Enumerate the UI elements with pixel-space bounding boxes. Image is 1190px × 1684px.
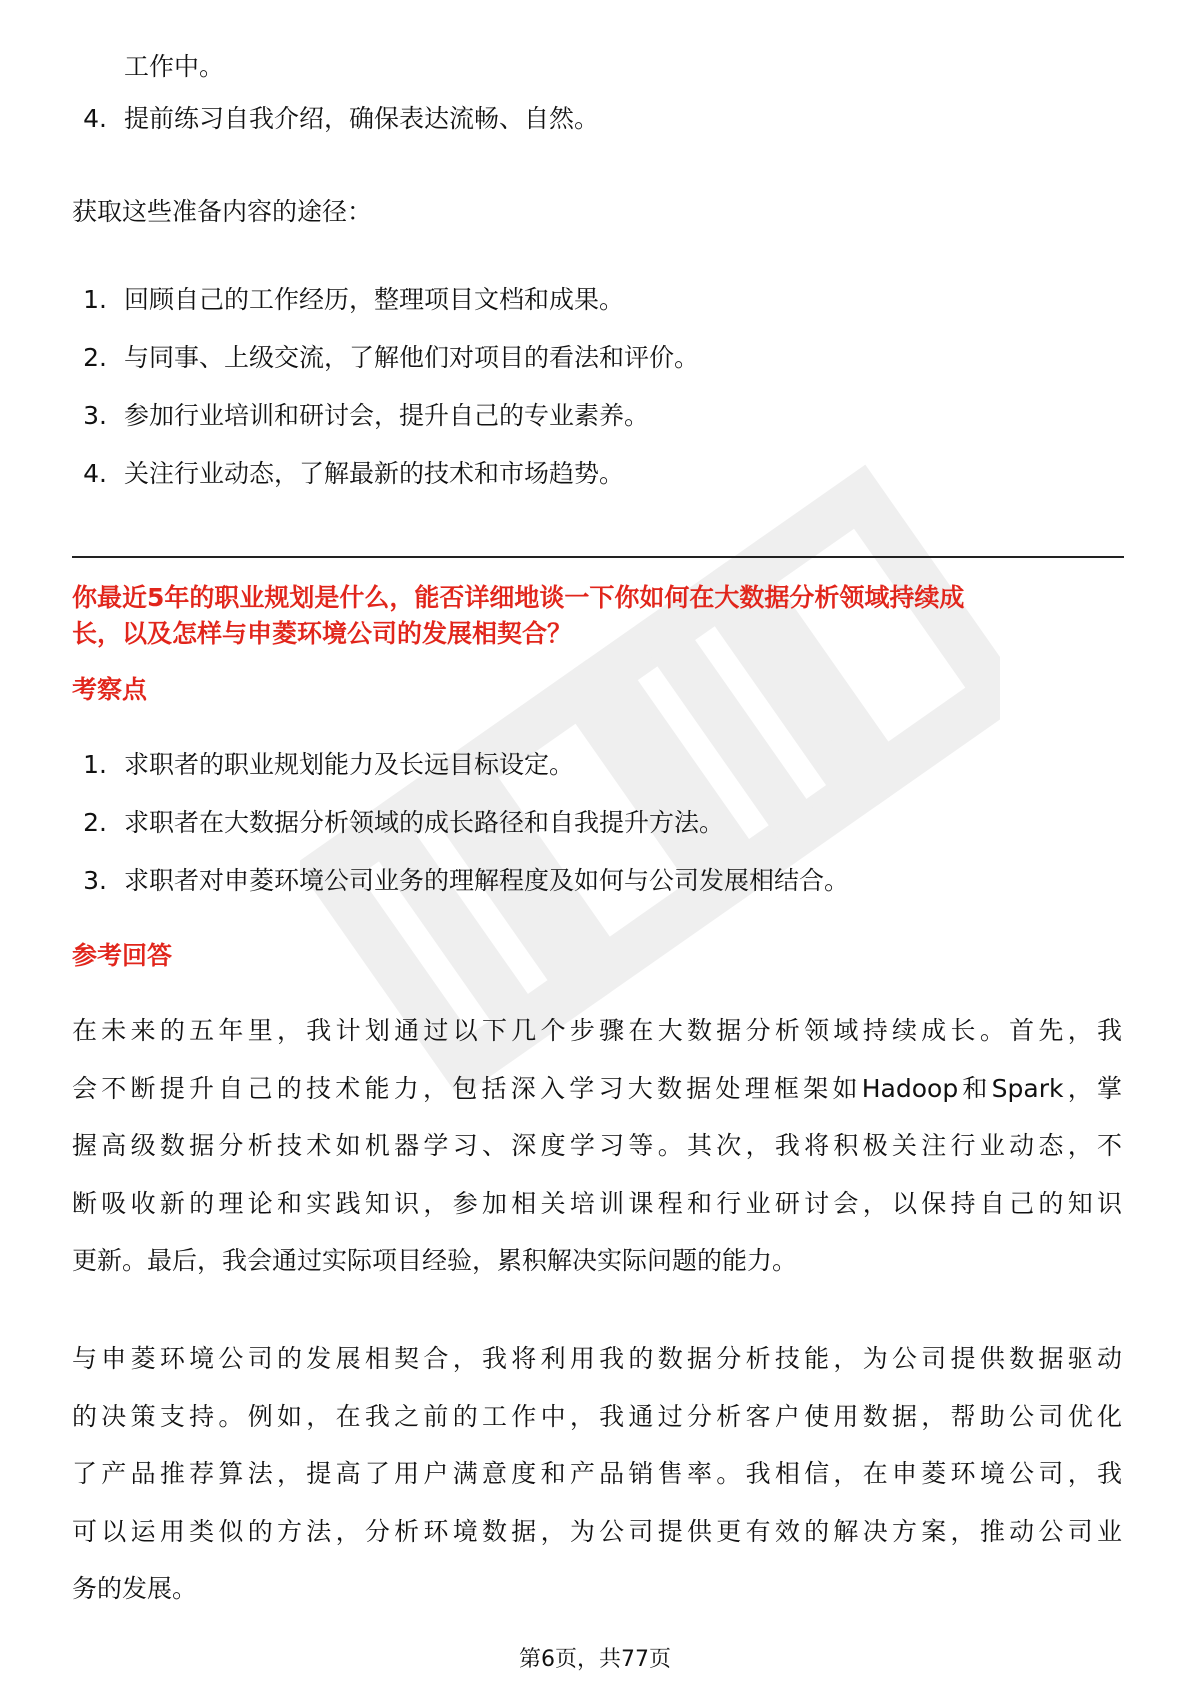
list-item-number: 1. — [83, 750, 107, 779]
previous-list — [72, 38, 1118, 148]
answer-paragraph — [72, 1330, 1122, 1618]
list-item-text: 与同事、上级交流，了解他们对项目的看法和评价。 — [124, 343, 700, 372]
sources-heading: 获取这些准备内容的途径： — [72, 197, 373, 226]
paragraph-line: 在未来的五年里，我计划通过以下几个步骤在大数据分析领域持续成长。首先，我 — [72, 1016, 1122, 1045]
paragraph-line: 会不断提升自己的技术能力，包括深入学习大数据处理框架如Hadoop和Spark，掌 — [72, 1073, 1122, 1103]
question-line: 你最近5年的职业规划是什么，能否详细地谈一下你如何在大数据分析领域持续成 — [72, 583, 965, 612]
question-heading — [72, 580, 1118, 652]
assessment-list — [72, 736, 1118, 910]
list-item-text: 工作中。 — [124, 52, 225, 81]
assessment-heading: 考察点 — [72, 675, 148, 704]
answer-heading: 参考回答 — [72, 941, 173, 970]
list-item-number: 2. — [83, 343, 107, 372]
list-item — [72, 90, 1118, 148]
list-item — [72, 852, 1118, 910]
list-item-number: 1. — [83, 285, 107, 314]
list-item-text: 参加行业培训和研讨会，提升自己的专业素养。 — [124, 401, 650, 430]
question-line: 长，以及怎样与申菱环境公司的发展相契合？ — [72, 619, 573, 648]
paragraph-line: 了产品推荐算法，提高了用户满意度和产品销售率。我相信，在申菱环境公司，我 — [72, 1459, 1122, 1488]
list-item-continuation — [72, 38, 1118, 96]
list-item — [72, 387, 1118, 445]
list-item-number: 2. — [83, 808, 107, 837]
list-item-text: 关注行业动态，了解最新的技术和市场趋势。 — [124, 459, 625, 488]
section-divider — [72, 556, 1124, 558]
sources-list — [72, 271, 1118, 503]
list-item — [72, 794, 1118, 852]
answer-paragraph — [72, 1002, 1122, 1290]
list-item-number: 4. — [83, 459, 107, 488]
list-item-text: 求职者在大数据分析领域的成长路径和自我提升方法。 — [124, 808, 725, 837]
paragraph-line: 的决策支持。例如，在我之前的工作中，我通过分析客户使用数据，帮助公司优化 — [72, 1401, 1122, 1431]
list-item — [72, 329, 1118, 387]
paragraph-line: 断吸收新的理论和实践知识，参加相关培训课程和行业研讨会，以保持自己的知识 — [72, 1188, 1122, 1218]
list-item — [72, 445, 1118, 503]
paragraph-line: 握高级数据分析技术如机器学习、深度学习等。其次，我将积极关注行业动态，不 — [72, 1131, 1122, 1160]
paragraph-line: 与申菱环境公司的发展相契合，我将利用我的数据分析技能，为公司提供数据驱动 — [72, 1344, 1122, 1373]
list-item-text: 求职者的职业规划能力及长远目标设定。 — [124, 750, 575, 779]
paragraph-line: 更新。最后，我会通过实际项目经验，累积解决实际问题的能力。 — [72, 1246, 798, 1275]
list-item-text: 回顾自己的工作经历，整理项目文档和成果。 — [124, 285, 625, 314]
list-item — [72, 271, 1118, 329]
paragraph-line: 可以运用类似的方法，分析环境数据，为公司提供更有效的解决方案，推动公司业 — [72, 1516, 1122, 1546]
list-item-text: 提前练习自我介绍，确保表达流畅、自然。 — [124, 104, 600, 133]
list-item-text: 求职者对申菱环境公司业务的理解程度及如何与公司发展相结合。 — [124, 866, 850, 895]
list-item — [72, 736, 1118, 794]
list-item-number: 4. — [83, 104, 107, 133]
list-item-number: 3. — [83, 866, 107, 895]
list-item-number: 3. — [83, 401, 107, 430]
page-number: 第6页，共77页 — [519, 1647, 671, 1672]
paragraph-line: 务的发展。 — [72, 1574, 198, 1603]
